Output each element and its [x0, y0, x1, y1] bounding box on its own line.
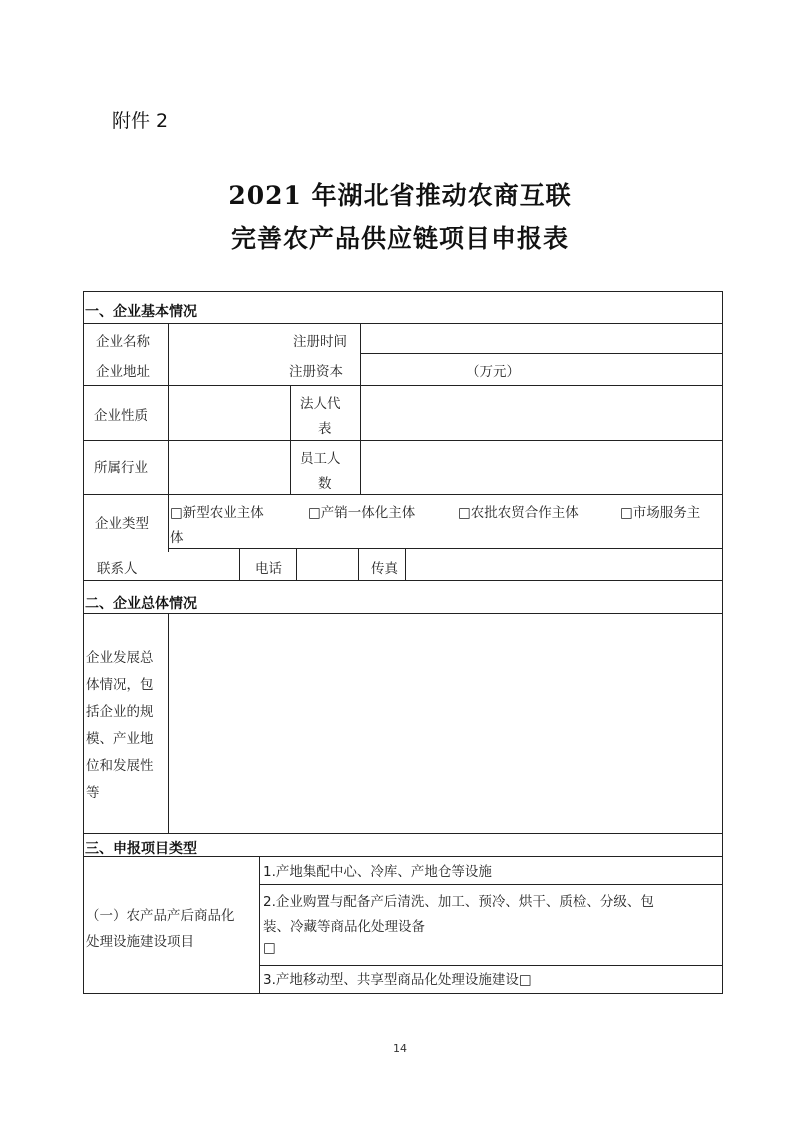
row-divider — [83, 494, 722, 495]
company-type-option-4[interactable]: □市场服务主 — [620, 505, 701, 521]
contact-person-label: 联系人 — [97, 561, 138, 577]
row-divider — [83, 856, 722, 857]
legal-representative-label-line-2: 表 — [318, 421, 332, 437]
section-3-heading: 三、申报项目类型 — [85, 841, 197, 857]
overview-label-line-1: 企业发展总 — [86, 650, 154, 666]
project-item-2-line-2: 装、冷藏等商品化处理设备 — [263, 919, 425, 935]
table-bottom-border — [83, 993, 722, 994]
column-divider — [360, 323, 361, 494]
row-divider — [168, 548, 722, 549]
overview-label-line-3: 括企业的规 — [86, 704, 154, 720]
document-title-line-1: 2021 年湖北省推动农商互联 — [228, 181, 572, 210]
project-category-label-line-1: （一）农产品产后商品化 — [86, 908, 235, 924]
project-item-2-checkbox[interactable]: □ — [263, 940, 276, 956]
column-divider — [168, 494, 169, 552]
column-divider — [168, 323, 169, 494]
registration-time-label: 注册时间 — [293, 334, 347, 350]
project-item-1[interactable]: 1.产地集配中心、冷库、产地仓等设施 — [263, 864, 492, 880]
company-type-option-4-tail: 体 — [170, 530, 184, 546]
row-divider — [83, 323, 722, 324]
company-name-label: 企业名称 — [96, 334, 150, 350]
row-divider — [259, 965, 722, 966]
registered-capital-label: 注册资本 — [289, 364, 343, 380]
staff-count-label-line-2: 数 — [318, 476, 332, 492]
overview-label-line-5: 位和发展性 — [86, 758, 154, 774]
company-type-label: 企业类型 — [95, 516, 149, 532]
company-nature-label: 企业性质 — [94, 408, 148, 424]
row-divider — [83, 580, 722, 581]
overview-label-line-6: 等 — [86, 785, 100, 801]
section-2-heading: 二、企业总体情况 — [85, 596, 197, 612]
column-divider — [405, 548, 406, 580]
column-divider — [290, 385, 291, 494]
row-divider — [83, 385, 722, 386]
row-divider — [83, 440, 722, 441]
company-type-option-3[interactable]: □农批农贸合作主体 — [458, 505, 579, 521]
table-left-border — [83, 291, 84, 994]
registered-capital-unit: （万元） — [466, 364, 520, 380]
row-divider — [360, 353, 722, 354]
project-category-label-line-2: 处理设施建设项目 — [86, 934, 194, 950]
column-divider — [358, 548, 359, 580]
table-right-border — [722, 291, 723, 994]
column-divider — [259, 856, 260, 994]
project-item-3[interactable]: 3.产地移动型、共享型商品化处理设施建设□ — [263, 972, 532, 988]
company-type-option-2[interactable]: □产销一体化主体 — [308, 505, 416, 521]
project-item-2-line-1[interactable]: 2.企业购置与配备产后清洗、加工、预冷、烘干、质检、分级、包 — [263, 894, 654, 910]
table-top-border — [83, 291, 722, 292]
phone-label: 电话 — [255, 561, 282, 577]
staff-count-label-line-1: 员工人 — [300, 451, 341, 467]
overview-label-line-2: 体情况，包 — [86, 677, 154, 693]
overview-label-line-4: 模、产业地 — [86, 731, 154, 747]
fax-label: 传真 — [371, 561, 398, 577]
column-divider — [296, 548, 297, 580]
document-title-line-2: 完善农产品供应链项目申报表 — [230, 224, 569, 253]
industry-label: 所属行业 — [94, 460, 148, 476]
section-1-heading: 一、企业基本情况 — [85, 304, 197, 320]
legal-representative-label-line-1: 法人代 — [300, 396, 341, 412]
column-divider — [239, 548, 240, 580]
company-address-label: 企业地址 — [96, 364, 150, 380]
company-type-option-1[interactable]: □新型农业主体 — [170, 505, 264, 521]
row-divider — [83, 613, 722, 614]
page-number: 14 — [393, 1042, 407, 1055]
row-divider — [83, 833, 722, 834]
column-divider — [168, 613, 169, 833]
row-divider — [259, 884, 722, 885]
attachment-label: 附件 2 — [112, 110, 169, 132]
